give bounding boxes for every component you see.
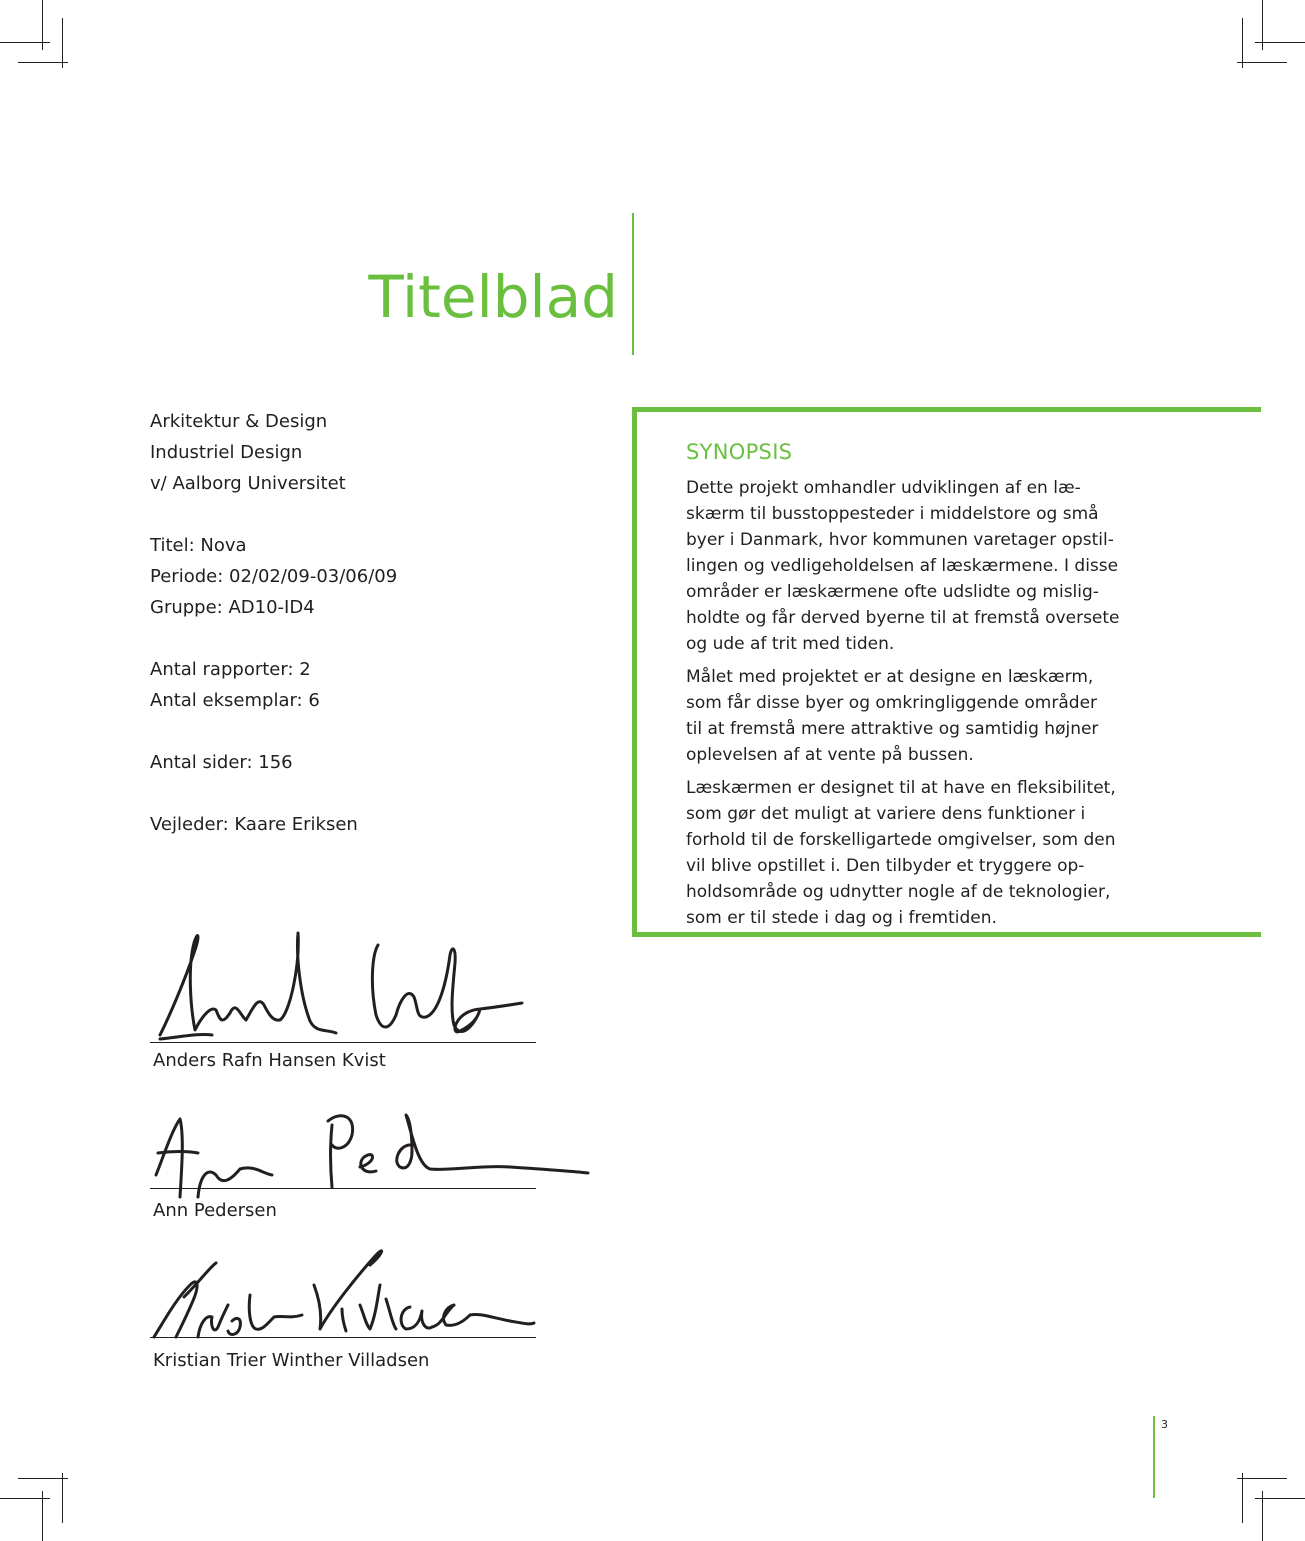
synopsis-paragraph: Dette projekt omhandler udviklingen af en læ- skærm til busstoppesteder i middelstore og små byer i Danmark, hvor kommunen varetager opstil- lingen og vedligeholdelsen af læskærmene. I disse områder er læskærmene ofte udslidte og mislig- holdte og får derved byerne til at fremstå oversete og ude af trit med tiden.	[686, 478, 1120, 654]
signature-block	[150, 1245, 590, 1385]
crop-mark	[42, 0, 43, 50]
crop-mark	[18, 62, 68, 63]
signature-line	[150, 1042, 536, 1043]
institution-line: v/ Aalborg Universitet	[150, 473, 346, 494]
page-number: 3	[1161, 1418, 1168, 1431]
crop-mark	[18, 1478, 68, 1479]
supervisor: Vejleder: Kaare Eriksen	[150, 814, 358, 835]
crop-mark	[1262, 0, 1263, 50]
crop-mark	[1242, 18, 1243, 68]
institution-line: Arkitektur & Design	[150, 411, 328, 432]
synopsis-paragraph: Målet med projektet er at designe en læskærm, som får disse byer og omkringliggende områder til at fremstå mere attraktive og samtidig højner oplevelsen af at vente på bussen.	[686, 667, 1099, 765]
crop-mark	[62, 18, 63, 68]
project-title: Titel: Nova	[150, 535, 247, 556]
signature-block	[150, 1105, 590, 1235]
report-count: Antal rapporter: 2	[150, 659, 311, 680]
signature-line	[150, 1188, 536, 1189]
crop-mark	[1242, 1473, 1243, 1523]
crop-mark	[1237, 1478, 1287, 1479]
signatory-name: Ann Pedersen	[153, 1200, 277, 1221]
signature-block	[150, 925, 590, 1085]
page-count: Antal sider: 156	[150, 752, 293, 773]
project-period: Periode: 02/02/09-03/06/09	[150, 566, 398, 587]
signature-anders	[150, 925, 550, 1055]
crop-mark	[42, 1491, 43, 1541]
synopsis-body	[686, 475, 1186, 938]
crop-mark	[62, 1473, 63, 1523]
copy-count: Antal eksemplar: 6	[150, 690, 320, 711]
institution-line: Industriel Design	[150, 442, 303, 463]
title-divider	[632, 213, 634, 355]
title-block	[300, 263, 618, 331]
synopsis-heading: SYNOPSIS	[686, 440, 793, 464]
project-metadata	[150, 406, 397, 840]
signatory-name: Anders Rafn Hansen Kvist	[153, 1050, 386, 1071]
project-group: Gruppe: AD10-ID4	[150, 597, 315, 618]
synopsis-paragraph: Læskærmen er designet til at have en fleksibilitet, som gør det muligt at variere dens funktioner i forhold til de forskelligartede omgivelser, som den vil blive opstillet i. Den tilbyder et tryggere op- holdsområde og udnytter nogle af de teknologier, som er til stede i dag og i fremtiden.	[686, 778, 1116, 928]
signature-kristian	[150, 1245, 550, 1345]
crop-mark	[1237, 62, 1287, 63]
crop-mark	[1262, 1491, 1263, 1541]
signatory-name: Kristian Trier Winther Villadsen	[153, 1350, 430, 1371]
signature-ann	[150, 1105, 600, 1205]
page-number-divider	[1153, 1416, 1155, 1498]
page-title: Titelblad	[368, 263, 618, 331]
signature-line	[150, 1337, 536, 1338]
